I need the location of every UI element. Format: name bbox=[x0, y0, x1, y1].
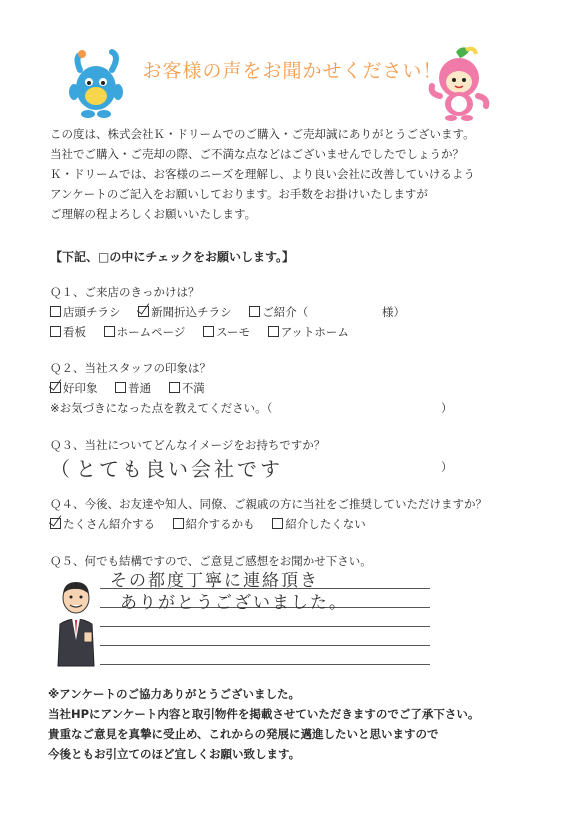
q2-question: Ｑ２、当社スタッフの印象は？ bbox=[50, 361, 211, 375]
q4-option-label: 紹介するかも bbox=[185, 517, 255, 531]
q5-question: Ｑ５、何でも結構ですので、ご意見ご感想をお聞かせ下さい。 bbox=[50, 554, 372, 568]
footer-line: 貴重なご意見を真摯に受止め、これからの発展に邁進したいと思いますので bbox=[48, 727, 439, 741]
intro-line: Ｋ・ドリームでは、お客様のニーズを理解し、より良い会社に改善していけるよう bbox=[50, 167, 475, 181]
footer-line: 当社HPにアンケート内容と取引物件を掲載させていただきますのでご了承下さい。 bbox=[48, 707, 480, 721]
q5-handwritten-line-2[interactable]: ありがとうございました。 bbox=[120, 593, 348, 613]
q2-options bbox=[50, 380, 219, 396]
q4-checkbox-maybe[interactable] bbox=[173, 518, 184, 529]
q2-option-label: 不満 bbox=[181, 381, 205, 395]
q2-checkbox-normal[interactable] bbox=[115, 382, 126, 393]
q1-options-row2 bbox=[50, 324, 363, 340]
q2-option-label: 好印象 bbox=[63, 381, 98, 395]
q1-checkbox-shop-flyer[interactable] bbox=[50, 306, 61, 317]
q3-question: Ｑ３、当社についてどんなイメージをお持ちですか？ bbox=[50, 438, 326, 452]
q1-referral-suffix: 様） bbox=[381, 305, 405, 319]
q4-question: Ｑ４、今後、お友達や知人、同僚、ご親戚の方に当社をご推奨していただけますか？ bbox=[50, 497, 487, 511]
intro-line: アンケートのご記入をお願いしております。お手数をお掛けいたしますが bbox=[50, 187, 428, 201]
q4-checkbox-many[interactable] bbox=[50, 518, 61, 529]
q1-checkbox-referral[interactable] bbox=[249, 306, 260, 317]
q3-close-paren: ） bbox=[441, 460, 453, 474]
intro-paragraph bbox=[50, 124, 550, 224]
q1-checkbox-suumo[interactable] bbox=[203, 326, 214, 337]
footer-line: ※アンケートのご協力ありがとうございました。 bbox=[48, 687, 300, 701]
q1-checkbox-athome[interactable] bbox=[268, 326, 279, 337]
q1-option-label: スーモ bbox=[216, 325, 251, 339]
q2-followup: ※お気づきになった点を教えてください。（ bbox=[50, 401, 273, 415]
intro-line: 当社でご購入・ご売却の際、ご不満な点などはございませんでしたでしょうか？ bbox=[50, 147, 464, 161]
intro-line: この度は、株式会社Ｋ・ドリームでのご購入・ご売却誠にありがとうございます。 bbox=[50, 127, 475, 141]
q2-followup-close: ） bbox=[441, 401, 453, 415]
q3-handwritten-answer[interactable]: とても良い会社です bbox=[76, 457, 283, 481]
q1-checkbox-newspaper-flyer[interactable] bbox=[138, 306, 149, 317]
q1-option-label: 新聞折込チラシ bbox=[151, 305, 232, 319]
checkbox-instruction: 【下記、□の中にチェックをお願いします。】 bbox=[50, 250, 295, 264]
q2-checkbox-dissatisfied[interactable] bbox=[169, 382, 180, 393]
q1-question: Ｑ１、ご来店のきっかけは？ bbox=[50, 285, 200, 299]
q1-option-label: ホームページ bbox=[116, 325, 186, 339]
footer-line: 今後ともお引立てのほど宜しくお願い致します。 bbox=[48, 747, 301, 761]
answer-line bbox=[100, 645, 430, 646]
q4-option-label: 紹介したくない bbox=[285, 517, 366, 531]
q2-checkbox-good[interactable] bbox=[50, 382, 61, 393]
q1-option-label: ご紹介（ bbox=[262, 305, 309, 319]
q1-option-label: 店頭チラシ bbox=[63, 305, 121, 319]
q5-handwritten-line-1[interactable]: その都度丁寧に連絡頂き bbox=[110, 571, 319, 591]
q1-options-row1 bbox=[50, 304, 405, 320]
staff-illustration bbox=[52, 578, 100, 668]
q2-option-label: 普通 bbox=[128, 381, 152, 395]
q1-option-label: 看板 bbox=[63, 325, 86, 339]
q4-options bbox=[50, 516, 380, 532]
answer-line bbox=[100, 664, 430, 665]
q4-checkbox-no[interactable] bbox=[272, 518, 283, 529]
q1-checkbox-signboard[interactable] bbox=[50, 326, 61, 337]
q4-option-label: たくさん紹介する bbox=[63, 517, 155, 531]
q3-open-paren: （ bbox=[50, 457, 73, 481]
answer-line bbox=[100, 626, 430, 627]
q1-option-label: アットホーム bbox=[280, 325, 349, 339]
intro-line: ご理解の程よろしくお願いいたします。 bbox=[50, 207, 257, 221]
q1-checkbox-homepage[interactable] bbox=[104, 326, 115, 337]
footer-notice bbox=[48, 684, 479, 764]
survey-title: お客様の声をお聞かせください！ bbox=[142, 60, 443, 82]
